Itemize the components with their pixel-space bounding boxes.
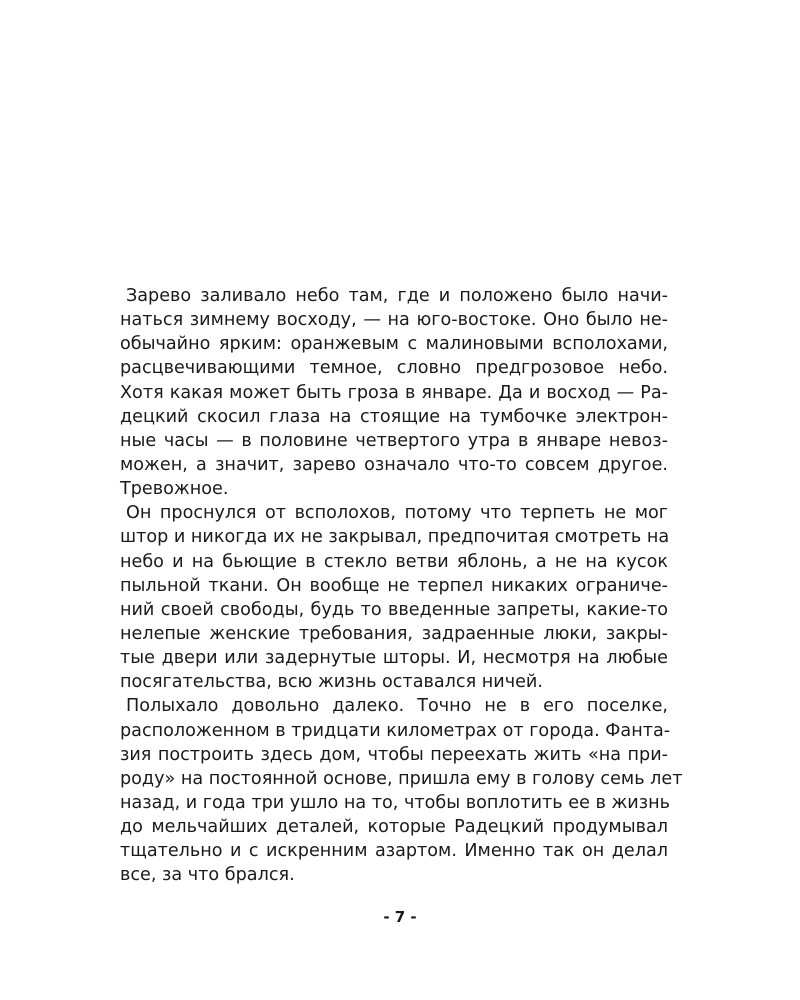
text-line: Тревожное. xyxy=(120,479,229,500)
text-line: нелепые женские требования, задраенные люки, закры- xyxy=(120,623,668,644)
text-line: все, за что брался. xyxy=(120,865,295,886)
text-line: небо и на бьющие в стекло ветви яблонь, а не на кусок xyxy=(120,551,668,572)
text-line: Хотя какая может быть гроза в январе. Да и восход — Ра- xyxy=(120,382,668,403)
body-text xyxy=(120,284,683,888)
text-line: роду» на постоянной основе, пришла ему в голову семь лет xyxy=(120,768,683,789)
text-line: зия построить здесь дом, чтобы переехать жить «на при- xyxy=(120,744,668,765)
text-line: расположенном в тридцати километрах от города. Фанта- xyxy=(120,720,671,741)
text-line: ний своей свободы, будь то введенные запреты, какие-то xyxy=(120,599,668,620)
text-line: можен, а значит, зарево означало что-то совсем другое. xyxy=(120,454,668,475)
text-line: наться зимнему восходу, — на юго-востоке. Оно было не- xyxy=(120,310,668,331)
text-line: Он проснулся от всполохов, потому что терпеть не мог xyxy=(126,503,668,524)
text-line: до мельчайших деталей, которые Радецкий продумывал xyxy=(120,817,668,838)
text-line: посягательства, всю жизнь оставался ничей. xyxy=(120,672,543,693)
text-line: ные часы — в половине четвертого утра в январе невоз- xyxy=(120,430,668,451)
text-line: Зарево заливало небо там, где и положено было начи- xyxy=(126,286,668,306)
paragraph xyxy=(120,284,668,501)
text-line: тщательно и с искренним азартом. Именно так он делал xyxy=(120,841,668,862)
text-line: Полыхало довольно далеко. Точно не в его поселке, xyxy=(126,696,668,717)
text-line: децкий скосил глаза на стоящие на тумбочке электрон- xyxy=(120,406,668,427)
page-number: - 7 - xyxy=(383,908,417,926)
text-line: пыльной ткани. Он вообще не терпел никаких ограниче- xyxy=(120,575,668,596)
text-line: расцвечивающими темное, словно предгрозовое небо. xyxy=(120,358,668,379)
text-line: тые двери или задернутые шторы. И, несмотря на любые xyxy=(120,648,668,669)
text-line: штор и никогда их не закрывал, предпочитая смотреть на xyxy=(120,527,670,548)
paragraph xyxy=(120,501,668,694)
text-line: обычайно ярким: оранжевым с малиновыми всполохами, xyxy=(120,334,668,355)
text-line: назад, и года три ушло на то, чтобы воплотить ее в жизнь xyxy=(120,792,670,813)
paragraph xyxy=(120,694,683,887)
